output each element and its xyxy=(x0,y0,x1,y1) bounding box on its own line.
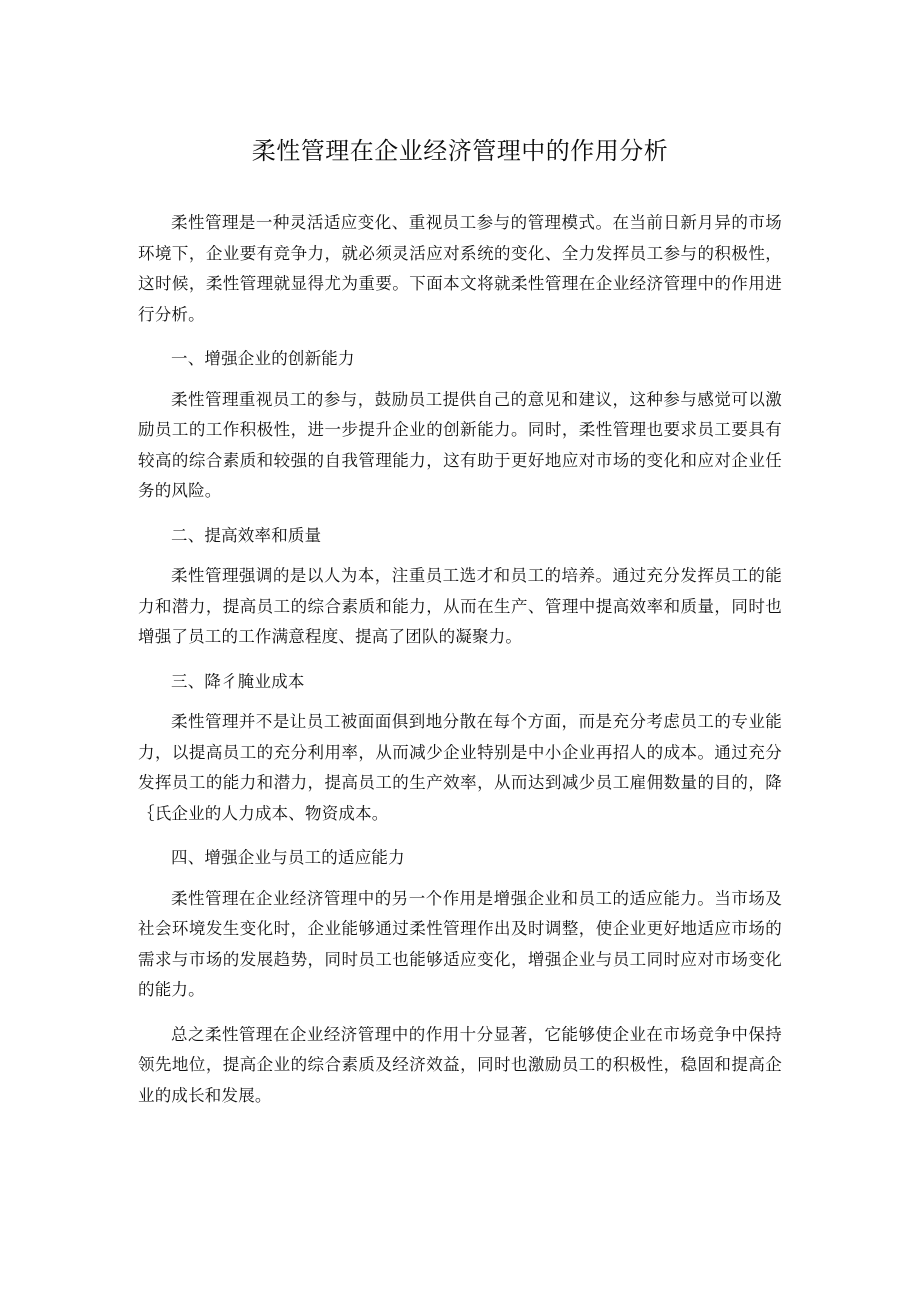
document-title: 柔性管理在企业经济管理中的作用分析 xyxy=(251,137,669,165)
conclusion-paragraph: 总之柔性管理在企业经济管理中的作用十分显著，它能够使企业在市场竞争中保持领先地位，提高企业的综合素质及经济效益，同时也激励员工的积极性，稳固和提高企业的成长和发展。 xyxy=(138,1024,782,1105)
intro-paragraph: 柔性管理是一种灵活适应变化、重视员工参与的管理模式。在当前日新月异的市场环境下，企业要有竞争力，就必须灵活应对系统的变化、全力发挥员工参与的积极性，这时候，柔性管理就显得尤为重要。下面本文将就柔性管理在企业经济管理中的作用进行分析。 xyxy=(138,213,782,324)
document-body xyxy=(138,208,782,1125)
section-heading-2: 二、提高效率和质量 xyxy=(171,525,322,545)
section-heading-3: 三、降彳腌业成本 xyxy=(171,671,305,691)
section-heading-4: 四、增强企业与员工的适应能力 xyxy=(171,848,405,867)
section-heading-1: 一、增强企业的创新能力 xyxy=(171,349,355,368)
section-body-1: 柔性管理重视员工的参与，鼓励员工提供自己的意见和建议，这种参与感觉可以激励员工的工作积极性，进一步提升企业的创新能力。同时，柔性管理也要求员工要具有较高的综合素质和较强的自我管理能力，这有助于更好地应对市场的变化和应对企业任务的风险。 xyxy=(138,389,782,500)
section-body-4: 柔性管理在企业经济管理中的另一个作用是增强企业和员工的适应能力。当市场及社会环境发生变化时，企业能够通过柔性管理作出及时调整，使企业更好地适应市场的需求与市场的发展趋势，同时员工也能够适应变化，增强企业与员工同时应对市场变化的能力。 xyxy=(138,888,782,999)
section-body-3: 柔性管理并不是让员工被面面俱到地分散在每个方面，而是充分考虑员工的专业能力，以提高员工的充分利用率，从而减少企业特别是中小企业再招人的成本。通过充分发挥员工的能力和潜力，提高员工的生产效率，从而达到减少员工雇佣数量的目的，降｛氏企业的人力成本、物资成本。 xyxy=(138,712,782,823)
section-body-2: 柔性管理强调的是以人为本，注重员工选才和员工的培养。通过充分发挥员工的能力和潜力，提高员工的综合素质和能力，从而在生产、管理中提高效率和质量，同时也增强了员工的工作满意程度、提高了团队的凝聚力。 xyxy=(138,566,782,646)
